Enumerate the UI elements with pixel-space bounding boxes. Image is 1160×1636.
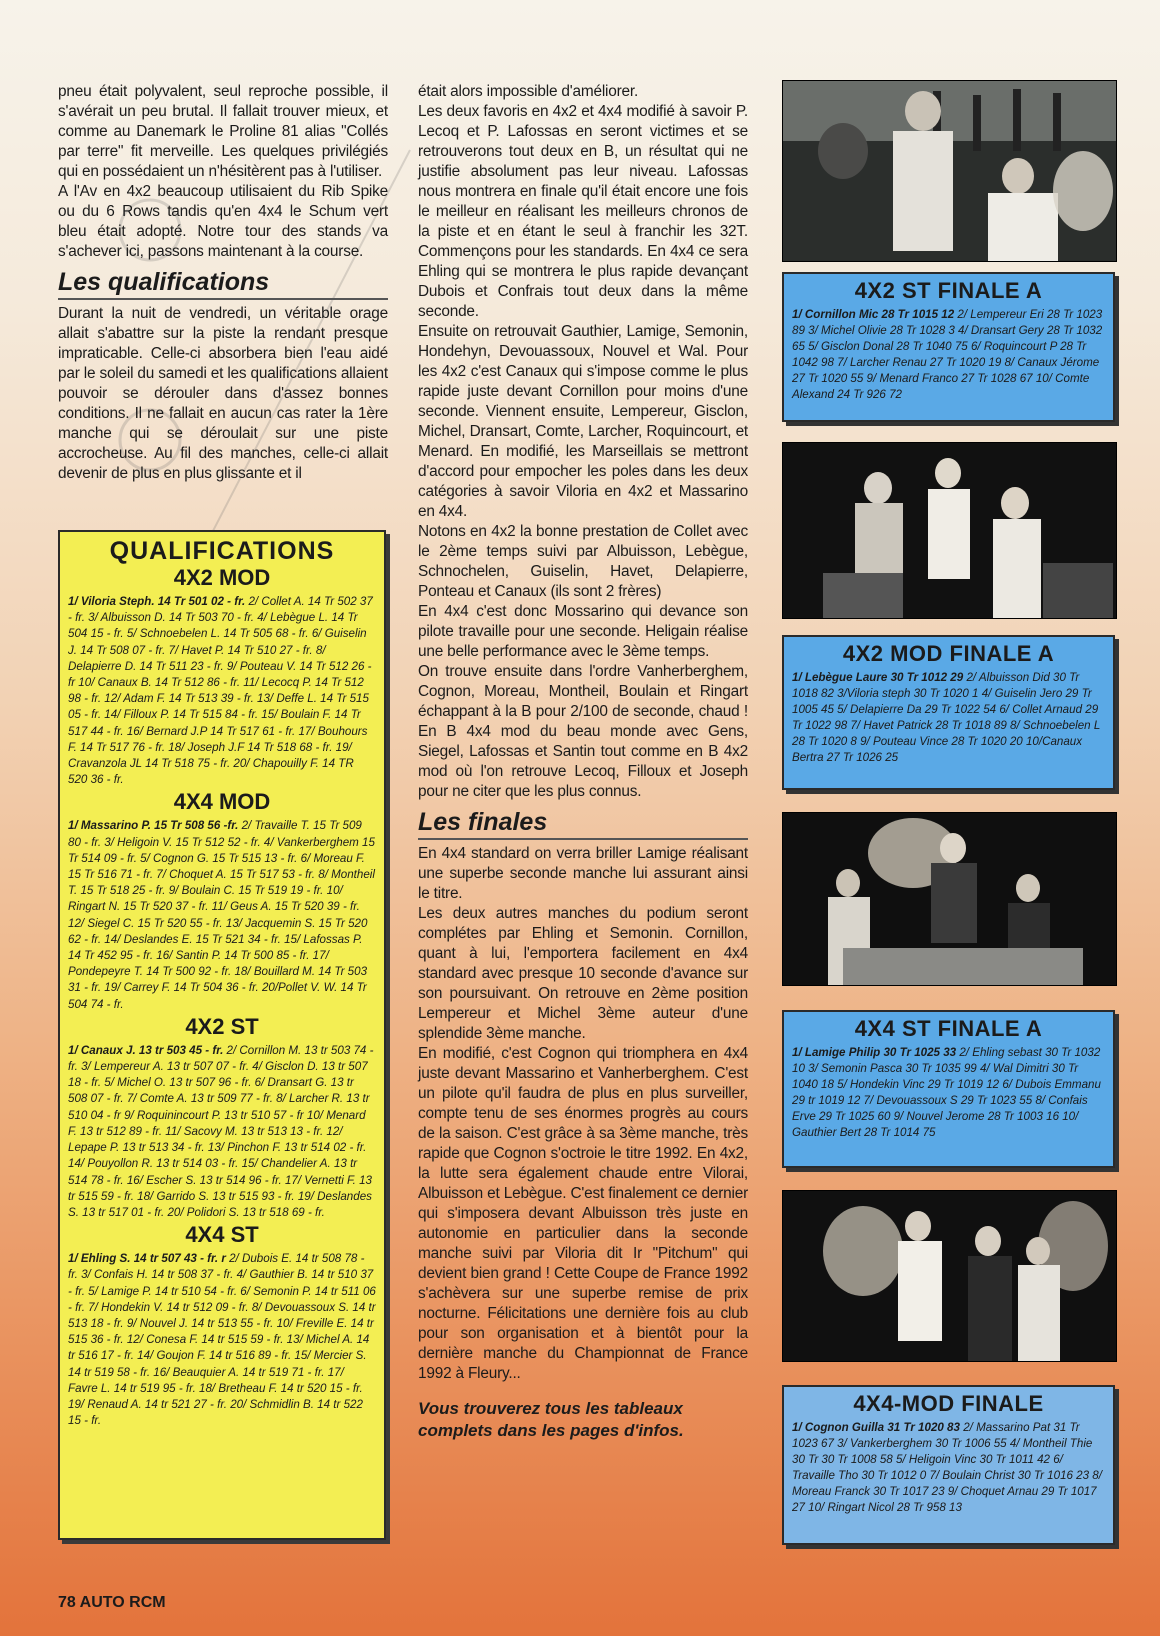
result-box-4x4-st-results (792, 1045, 1105, 1141)
middle-column (418, 82, 748, 1459)
result-box-4x4-st-title: 4X4 ST FINALE A (854, 1016, 1043, 1041)
result-4x2-st-winner: 1/ Cornillon Mic 28 Tr 1015 12 (792, 308, 955, 321)
result-4x4-mod-winner: 1/ Cognon Guilla 31 Tr 1020 83 (792, 1421, 960, 1434)
qual-4x2-mod-rest: 2/ Collet A. 14 Tr 502 37 - fr. 3/ Albuisson D. 14 Tr 503 70 - fr. 4/ Lebègue L. 14 Tr 504 15 - fr. 5/ Schnoebelen L. 14 Tr 505 68 - fr. 6/ Guiselin J. 14 Tr 508 07 - fr. 7/ Havet P. 14 Tr 510 27 - fr. 8/ Delapierre D. 14 Tr 511 23 - fr. 9/ Pouteau V. 14 Tr 512 26 - fr 10/ Canaux B. 14 Tr 512 86 - fr. 11/ Lecocq P. 14 Tr 512 98 - fr. 12/ Adam F. 14 Tr 513 39 - fr. 13/ Deffe L. 14 Tr 515 05 - fr. 14/ Filloux P. 14 Tr 515 84 - fr. 15/ Boulain F. 14 Tr 517 44 - fr. 16/ Bernard J.P 14 Tr 517 61 - fr. 17/ Bouhours F. 14 Tr 517 76 - fr. 18/ Joseph J.F 14 Tr 518 68 - fr. 19/ Cravanzola JL 14 Tr 518 75 - fr. 20/ Chapouilly F. 14 TR 520 36 - fr. (68, 595, 373, 787)
result-box-4x2-st (782, 272, 1115, 422)
mid-paragraph-7: En 4x4 standard on verra briller Lamige réalisant une superbe seconde manche lui assurant ainsi le titre. (418, 845, 748, 902)
result-box-4x2-mod-title: 4X2 MOD FINALE A (842, 641, 1055, 666)
qual-4x4-st-rest: 2/ Dubois E. 14 tr 508 78 - fr. 3/ Confais H. 14 tr 508 37 - fr. 4/ Gauthier B. 14 tr 510 37 - fr. 5/ Lamige P. 14 tr 510 54 - fr. 6/ Semonin P. 14 tr 511 06 - fr. 7/ Hondekin V. 14 tr 512 09 - fr. 8/ Devouassoux S. 14 tr 513 18 - fr. 9/ Nouvel J. 14 tr 513 55 - fr. 10/ Freville E. 14 tr 515 36 - fr. 12/ Conesa F. 14 tr 515 59 - fr. 13/ Michel A. 14 tr 516 17 - fr. 14/ Goujon F. 14 tr 516 89 - fr. 15/ Mercier S. 14 tr 519 58 - fr. 16/ Beauquier A. 14 tr 519 71 - fr. 17/ Favre L. 14 tr 519 95 - fr. 18/ Bretheau F. 14 tr 520 15 - fr. 19/ Renaud A. 14 tr 521 27 - fr. 20/ Schmidlin B. 14 tr 522 15 - fr. (68, 1252, 376, 1428)
result-box-4x4-mod (782, 1385, 1115, 1545)
qual-4x4-mod-rest: 2/ Travaille T. 15 Tr 509 80 - fr. 3/ Heligoin V. 15 Tr 512 52 - fr. 4/ Vankerberghem 15 Tr 514 09 - fr. 5/ Cognon G. 15 Tr 515 13 - fr. 6/ Moreau F. 15 Tr 516 71 - fr. 7/ Choquet A. 15 Tr 517 53 - fr. 8/ Montheil T. 15 Tr 518 25 - fr. 9/ Boulain C. 15 Tr 519 19 - fr. 10/ Ringart N. 15 Tr 520 37 - fr. 11/ Geus A. 15 Tr 520 39 - fr. 12/ Siegel C. 15 Tr 520 55 - fr. 13/ Jacquemin S. 15 Tr 520 62 - fr. 14/ Deslandes E. 15 Tr 521 34 - fr. 15/ Lafossas P. 14 Tr 452 95 - fr. 16/ Santin P. 14 Tr 500 85 - fr. 17/ Pondepeyre T. 14 Tr 500 92 - fr. 18/ Bouillard M. 14 Tr 503 31 - fr. 19/ Carrey F. 14 Tr 504 36 - fr. 20/Pollet V. W. 14 Tr 504 74 - fr. (68, 819, 375, 1011)
result-box-4x2-mod-results (792, 670, 1105, 766)
qual-4x4-mod-winner: 1/ Massarino P. 15 Tr 508 56 -fr. (68, 819, 239, 833)
result-box-4x2-st-results (792, 307, 1105, 403)
result-box-4x4-mod-title: 4X4-MOD FINALE (853, 1391, 1044, 1416)
left-column (58, 82, 388, 484)
qual-4x4-mod-results (68, 818, 376, 1012)
mid-paragraph-6: On trouve ensuite dans l'ordre Vanherberghem, Cognon, Moreau, Montheil, Boulain et Ringart échappant à la B pour 2/100 de seconde, chaud ! En B 4x4 mod du beau monde avec Gens, Siegel, Lafossas et Santin tout comme en B 4x2 mod où l'on retrouve Lecoq, Filloux et Joseph pour ne citer que les plus connus. (418, 663, 748, 800)
page-footer: 78 AUTO RCM (58, 1594, 166, 1611)
result-box-4x2-mod (782, 635, 1115, 790)
result-4x2-mod-winner: 1/ Lebègue Laure 30 Tr 1012 29 (792, 671, 964, 684)
qual-4x2-mod-winner: 1/ Viloria Steph. 14 Tr 501 02 - fr. (68, 595, 246, 608)
podium-photo-4 (782, 1190, 1117, 1362)
mid-paragraph-1: était alors impossible d'améliorer. (418, 83, 639, 100)
result-box-4x4-mod-results (792, 1420, 1105, 1516)
qual-4x4-st-winner: 1/ Ehling S. 14 tr 507 43 - fr. r (68, 1252, 226, 1266)
qual-4x4-mod-title: 4X4 MOD (173, 789, 271, 815)
qual-4x2-mod-title: 4X2 MOD (173, 565, 271, 590)
qual-4x4-st-title: 4X4 ST (185, 1222, 259, 1248)
qual-4x2-st-rest: 2/ Cornillon M. 13 tr 503 74 - fr. 3/ Lempereur A. 13 tr 507 07 - fr. 4/ Gisclon D. 13 tr 507 18 - fr. 5/ Michel O. 13 tr 507 96 - fr. 6/ Dransart G. 13 tr 508 07 - fr. 7/ Comte A. 13 tr 509 77 - fr. 8/ Larcher R. 13 tr 510 04 - fr 9/ Roquinincourt P. 13 tr 510 57 - fr 10/ Menard F. 13 tr 512 89 - fr. 11/ Sacovy M. 13 tr 513 13 - fr. 12/ Lepape P. 13 tr 513 34 - fr. 13/ Pinchon F. 13 tr 514 02 - fr. 14/ Pouyollon R. 13 tr 514 03 - fr. 15/ Chandelier A. 13 tr 514 78 - fr. 16/ Escher S. 13 tr 514 96 - fr. 17/ Vernetti F. 13 tr 515 59 - fr. 18/ Garrido S. 13 tr 515 93 - fr. 19/ Deslandes S. 13 tr 517 01 - fr. 20/ Polidori S. 13 tr 518 69 - fr. (68, 1043, 374, 1219)
podium-photo-1 (782, 80, 1117, 262)
podium-photo-2 (782, 442, 1117, 619)
left-paragraph-2: A l'Av en 4x2 beaucoup utilisaient du Rib Spike ou du 6 Rows tandis qu'en 4x4 le Schum vert bleu était adopté. Notre tour des stands va s'achever ici, passons maintenant à la course. (58, 183, 388, 260)
mid-paragraph-2: Les deux favoris en 4x2 et 4x4 modifié à savoir P. Lecoq et P. Lafossas en seront victimes et se retrouverons tout deux en B, un résultat qui ne justifie absolument pas leur niveau. Lafossas nous montrera en finale qu'il était encore une fois le meilleur en réalisant les meilleurs chronos de la piste et en étant le seul à franchir les 32T. Commençons pour les standards. En 4x4 ce sera Ehling qui se montrera le plus rapide devançant Dubois et Confrais tout deux dans la même seconde. (418, 103, 748, 320)
result-4x4-st-winner: 1/ Lamige Philip 30 Tr 1025 33 (792, 1046, 957, 1059)
mid-paragraph-5: En 4x4 c'est donc Mossarino qui devance son pilote travaille pour une seconde. Heligain réalise une belle performance avec le 3ème temps. (418, 603, 748, 660)
result-4x2-st-rest: 2/ Lempereur Eri 28 Tr 1023 89 3/ Michel Olivie 28 Tr 1028 3 4/ Dransart Gery 28 Tr 1032 65 5/ Gisclon Donal 28 Tr 1040 75 6/ Roquincourt P 28 Tr 1042 98 7/ Larcher Renau 27 Tr 1020 19 8/ Canaux Jérome 27 Tr 1020 55 9/ Menard Franco 27 Tr 1028 67 10/ Comte Alexand 24 Tr 926 72 (792, 308, 1103, 401)
result-4x2-mod-rest: 2/ Albuisson Did 30 Tr 1018 82 3/Viloria steph 30 Tr 1020 1 4/ Guiselin Jero 29 Tr 1005 45 5/ Delapierre Da 29 Tr 1022 54 6/ Collet Arnaud 29 Tr 1022 98 7/ Havet Patrick 28 Tr 1018 89 8/ Schnoebelen L 28 Tr 1020 8 9/ Pouteau Vince 28 Tr 1020 20 10/Canaux Bertra 27 Tr 1026 25 (792, 671, 1101, 764)
result-box-4x2-st-title: 4X2 ST FINALE A (854, 278, 1043, 303)
qual-4x2-mod-results (68, 594, 376, 788)
qualifications-box (58, 530, 386, 1540)
result-box-4x4-st (782, 1010, 1115, 1168)
mid-paragraph-9: En modifié, c'est Cognon qui triomphera en 4x4 juste devant Massarino et Vanherberghem. C'est un pilote qu'il faudra de plus en plus surveiller, compte tenu de ses énormes progrès au cours de la saison. C'est grâce à sa 3ème manche, très rapide que Cognon s'octroie le titre 1992. En 4x2, la lutte sera également chaude entre Vilorai, Albuisson et Lebègue. C'est finalement ce dernier qui s'imposera devant Albuisson très juste en autonomie en particulier dans la seconde manche suivi par Viloria dit Ir "Pitchum" qui devient bien grand ! Cette Coupe de France 1992 s'achèvera sur une superbe remise de prix nocturne. Félicitations une dernière fois au club pour son organisation et à bientôt pour la dernière manche du Championnat de France 1992 à Fleury... (418, 1045, 748, 1382)
mid-paragraph-8: Les deux autres manches du podium seront complétes par Ehling et Semonin. Cornillon, quant à lui, l'emportera facilement en 4x4 standard avec presque 10 seconde d'avance sur son poursuivant. On retrouve en 2ème position Lempereur et Michel 3ème auteur d'une splendide 3ème manche. (418, 905, 748, 1042)
finales-heading: Les finales (418, 808, 748, 840)
qual-4x2-st-title: 4X2 ST (185, 1013, 259, 1039)
left-paragraph-1: pneu était polyvalent, seul reproche possible, il s'avérait un peu brutal. Il fallait trouver mieux, et comme au Danemark le Proline 81 alias "Collés par terre" fit merveille. Les quelques privilégiés qui en possédaient un n'hésitèrent pas à l'utiliser. (58, 83, 388, 180)
result-4x4-st-rest: 2/ Ehling sebast 30 Tr 1032 10 3/ Semonin Pasca 30 Tr 1035 99 4/ Wal Dimitri 30 Tr 1040 18 5/ Hondekin Vinc 29 Tr 1019 12 6/ Dubois Emmanu 29 tr 1019 12 7/ Devouassoux S 29 Tr 1023 55 8/ Confais Erve 29 Tr 1025 60 9/ Nouvel Jerome 28 Tr 1003 16 10/ Gauthier Bert 28 Tr 1014 75 (792, 1046, 1101, 1139)
result-4x4-mod-rest: 2/ Massarino Pat 31 Tr 1023 67 3/ Vankerberghem 30 Tr 1006 55 4/ Montheil Thie 30 Tr 30 Tr 1008 58 5/ Heligoin Vinc 30 Tr 1011 42 6/ Travaille Tho 30 Tr 1012 0 7/ Boulain Christ 30 Tr 1016 23 8/ Moreau Franck 30 Tr 1017 23 9/ Choquet Arnau 29 Tr 1017 27 10/ Ringart Nicol 28 Tr 958 13 (792, 1421, 1102, 1514)
qual-4x2-st-winner: 1/ Canaux J. 13 tr 503 45 - fr. (68, 1043, 224, 1057)
qualifications-title: QUALIFICATIONS (109, 537, 335, 565)
mid-paragraph-4: Notons en 4x2 la bonne prestation de Collet avec le 2ème temps suivi par Albuisson, Lebègue, Schnochelen, Guiselin, Havet, Delapierre, Ponteau et Canaux (ils sont 2 frères) (418, 523, 748, 600)
qual-4x2-st-results (68, 1043, 376, 1221)
podium-photo-3 (782, 812, 1117, 986)
conclusion-text: Vous trouverez tous les tableaux complets dans les pages d'infos. (418, 1399, 684, 1440)
qual-4x4-st-results (68, 1251, 376, 1429)
left-paragraph-3: Durant la nuit de vendredi, un véritable orage allait s'abattre sur la piste la rendant presque impraticable. Celle-ci absorbera bien l'eau aidé par le soleil du samedi et les qualifications allaient pouvoir se dérouler dans d'assez bonnes conditions. Il ne fallait en aucun cas rater la 1ère manche qui se déroulait sur une piste accrocheuse. Au fil des manches, celle-ci allait devenir de plus en plus glissante et il (58, 305, 388, 482)
qualifications-heading: Les qualifications (58, 268, 388, 300)
mid-paragraph-3: Ensuite on retrouvait Gauthier, Lamige, Semonin, Hondehyn, Devouassoux, Nouvel et Wal. Pour les 4x2 c'est Canaux qui s'impose comme le plus rapide juste devant Cornillon pour moins d'une seconde. Viennent ensuite, Lempereur, Gisclon, Michel, Dransart, Comte, Larcher, Roquincourt, et Menard. En modifié, les Marseillais se mettront d'accord pour empocher les poles dans les deux catégories à savoir Viloria en 4x2 et Massarino en 4x4. (418, 323, 748, 520)
